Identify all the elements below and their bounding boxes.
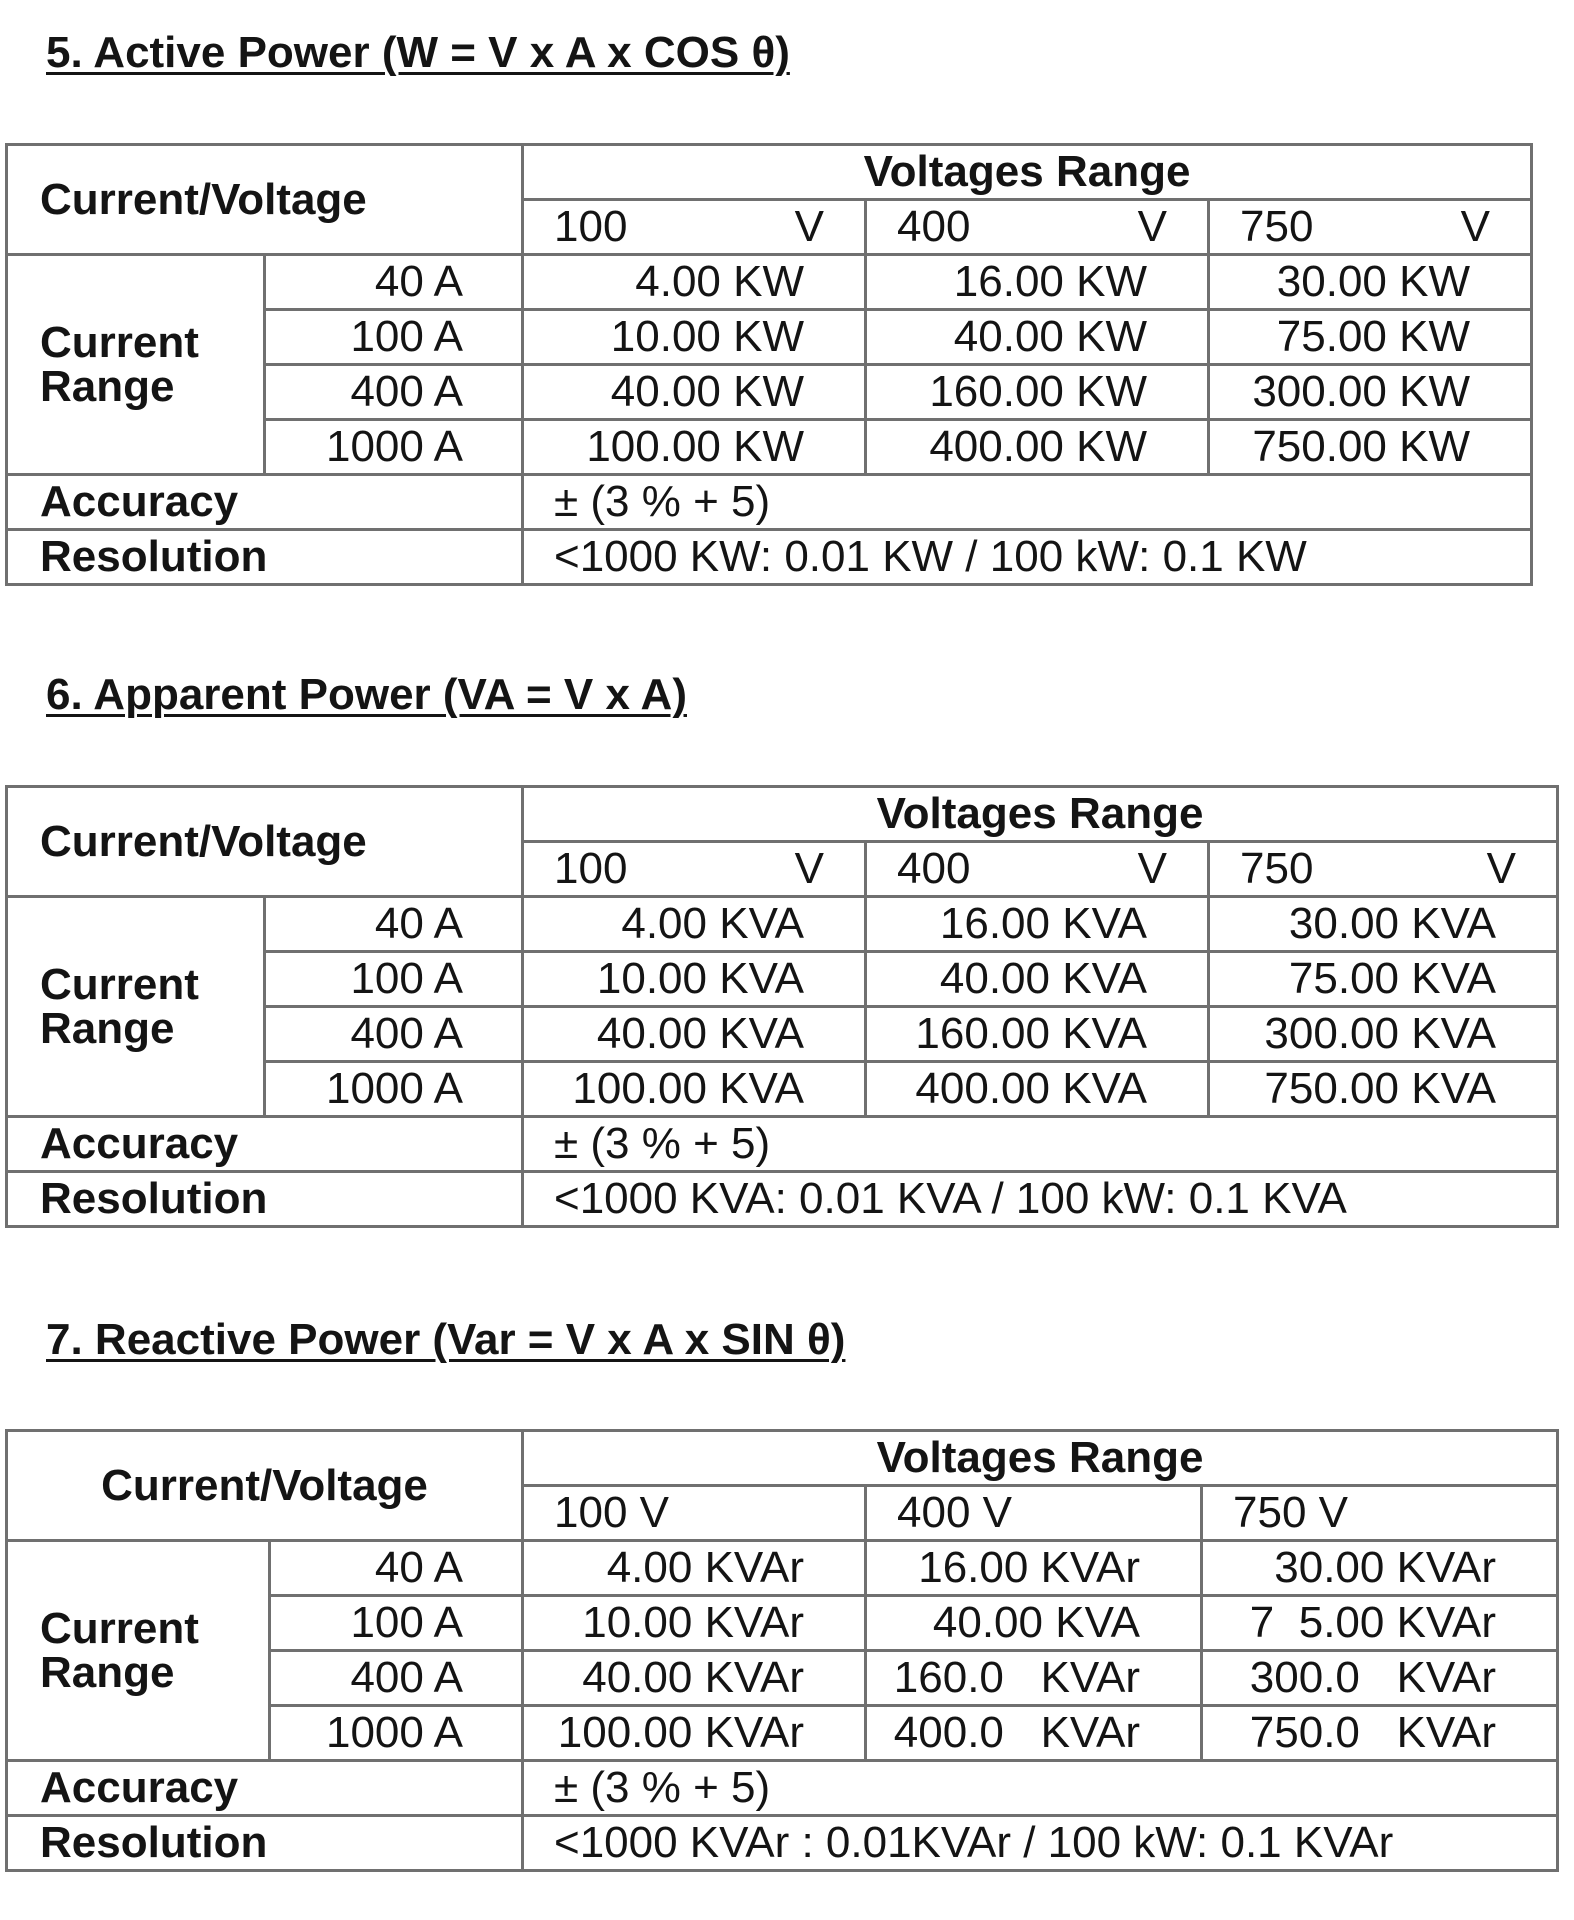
header-current-voltage: Current/Voltage: [7, 145, 523, 255]
power-value: 10.00 KW: [523, 310, 866, 365]
power-value: 40.00 KW: [866, 310, 1209, 365]
table-row: [7, 897, 1558, 952]
power-value: 100.00 KVA: [523, 1062, 866, 1117]
power-value: 300.0 KVAr: [1202, 1651, 1558, 1706]
header-voltages-range: Voltages Range: [523, 1431, 1558, 1486]
power-value: 40.00 KW: [523, 365, 866, 420]
table-row: [7, 1117, 1558, 1172]
voltage-750: 750 V: [1209, 842, 1558, 897]
power-value: 30.00 KVA: [1209, 897, 1558, 952]
power-value: 750.00 KVA: [1209, 1062, 1558, 1117]
power-value: 750.0 KVAr: [1202, 1706, 1558, 1761]
current-value: 1000 A: [265, 1062, 523, 1117]
current-range-label: Current Range: [7, 1541, 270, 1761]
resolution-label: Resolution: [7, 1816, 523, 1871]
current-range-label: Current Range: [7, 255, 265, 475]
section-title-reactive-power: 7. Reactive Power (Var = V x A x SIN θ): [46, 1315, 846, 1364]
resolution-label: Resolution: [7, 1172, 523, 1227]
power-value: 300.00 KVA: [1209, 1007, 1558, 1062]
header-current-voltage: Current/Voltage: [7, 1431, 523, 1541]
resolution-value: <1000 KVAr : 0.01KVAr / 100 kW: 0.1 KVAr: [523, 1816, 1558, 1871]
current-value: 400 A: [265, 1007, 523, 1062]
table-row: [7, 255, 1532, 310]
resolution-label: Resolution: [7, 530, 523, 585]
power-value: 7 5.00 KVAr: [1202, 1596, 1558, 1651]
table-row: [7, 787, 1558, 842]
accuracy-label: Accuracy: [7, 1117, 523, 1172]
power-value: 16.00 KW: [866, 255, 1209, 310]
power-value: 30.00 KW: [1209, 255, 1532, 310]
accuracy-label: Accuracy: [7, 475, 523, 530]
power-value: 75.00 KVA: [1209, 952, 1558, 1007]
current-value: 100 A: [265, 952, 523, 1007]
power-value: 10.00 KVAr: [523, 1596, 866, 1651]
voltage-750: 750 V: [1202, 1486, 1558, 1541]
apparent-power-table: [5, 785, 1559, 1228]
voltage-100: 100 V: [523, 842, 866, 897]
table-row: [7, 145, 1532, 200]
current-value: 100 A: [270, 1596, 523, 1651]
power-value: 400.0 KVAr: [866, 1706, 1202, 1761]
power-value: 750.00 KW: [1209, 420, 1532, 475]
voltage-750: 750 V: [1209, 200, 1532, 255]
power-value: 300.00 KW: [1209, 365, 1532, 420]
voltage-400: 400 V: [866, 1486, 1202, 1541]
accuracy-value: ± (3 % + 5): [523, 1761, 1558, 1816]
power-value: 160.00 KW: [866, 365, 1209, 420]
power-value: 100.00 KVAr: [523, 1706, 866, 1761]
accuracy-label: Accuracy: [7, 1761, 523, 1816]
power-value: 400.00 KVA: [866, 1062, 1209, 1117]
power-value: 4.00 KVA: [523, 897, 866, 952]
resolution-value: <1000 KW: 0.01 KW / 100 kW: 0.1 KW: [523, 530, 1532, 585]
table-row: [7, 530, 1532, 585]
power-value: 16.00 KVAr: [866, 1541, 1202, 1596]
active-power-table: [5, 143, 1533, 586]
power-value: 16.00 KVA: [866, 897, 1209, 952]
reactive-power-table: [5, 1429, 1559, 1872]
voltage-100: 100 V: [523, 200, 866, 255]
current-value: 40 A: [265, 897, 523, 952]
table-row: [7, 1816, 1558, 1871]
resolution-value: <1000 KVA: 0.01 KVA / 100 kW: 0.1 KVA: [523, 1172, 1558, 1227]
voltage-100: 100 V: [523, 1486, 866, 1541]
current-value: 400 A: [265, 365, 523, 420]
table-row: [7, 1761, 1558, 1816]
section-title-active-power: 5. Active Power (W = V x A x COS θ): [46, 28, 790, 77]
current-value: 400 A: [270, 1651, 523, 1706]
power-value: 400.00 KW: [866, 420, 1209, 475]
power-value: 4.00 KVAr: [523, 1541, 866, 1596]
current-value: 40 A: [270, 1541, 523, 1596]
voltage-400: 400 V: [866, 842, 1209, 897]
header-voltages-range: Voltages Range: [523, 145, 1532, 200]
power-value: 40.00 KVA: [866, 952, 1209, 1007]
current-value: 100 A: [265, 310, 523, 365]
accuracy-value: ± (3 % + 5): [523, 475, 1532, 530]
power-value: 4.00 KW: [523, 255, 866, 310]
current-value: 40 A: [265, 255, 523, 310]
current-value: 1000 A: [265, 420, 523, 475]
power-value: 160.00 KVA: [866, 1007, 1209, 1062]
table-row: [7, 475, 1532, 530]
table-row: [7, 1431, 1558, 1486]
power-value: 75.00 KW: [1209, 310, 1532, 365]
section-title-apparent-power: 6. Apparent Power (VA = V x A): [46, 670, 687, 719]
current-value: 1000 A: [270, 1706, 523, 1761]
table-row: [7, 1172, 1558, 1227]
power-value: 40.00 KVA: [866, 1596, 1202, 1651]
power-value: 40.00 KVA: [523, 1007, 866, 1062]
current-range-label: Current Range: [7, 897, 265, 1117]
power-value: 40.00 KVAr: [523, 1651, 866, 1706]
table-row: [7, 1541, 1558, 1596]
power-value: 100.00 KW: [523, 420, 866, 475]
power-value: 10.00 KVA: [523, 952, 866, 1007]
accuracy-value: ± (3 % + 5): [523, 1117, 1558, 1172]
power-value: 30.00 KVAr: [1202, 1541, 1558, 1596]
power-value: 160.0 KVAr: [866, 1651, 1202, 1706]
voltage-400: 400 V: [866, 200, 1209, 255]
header-current-voltage: Current/Voltage: [7, 787, 523, 897]
header-voltages-range: Voltages Range: [523, 787, 1558, 842]
